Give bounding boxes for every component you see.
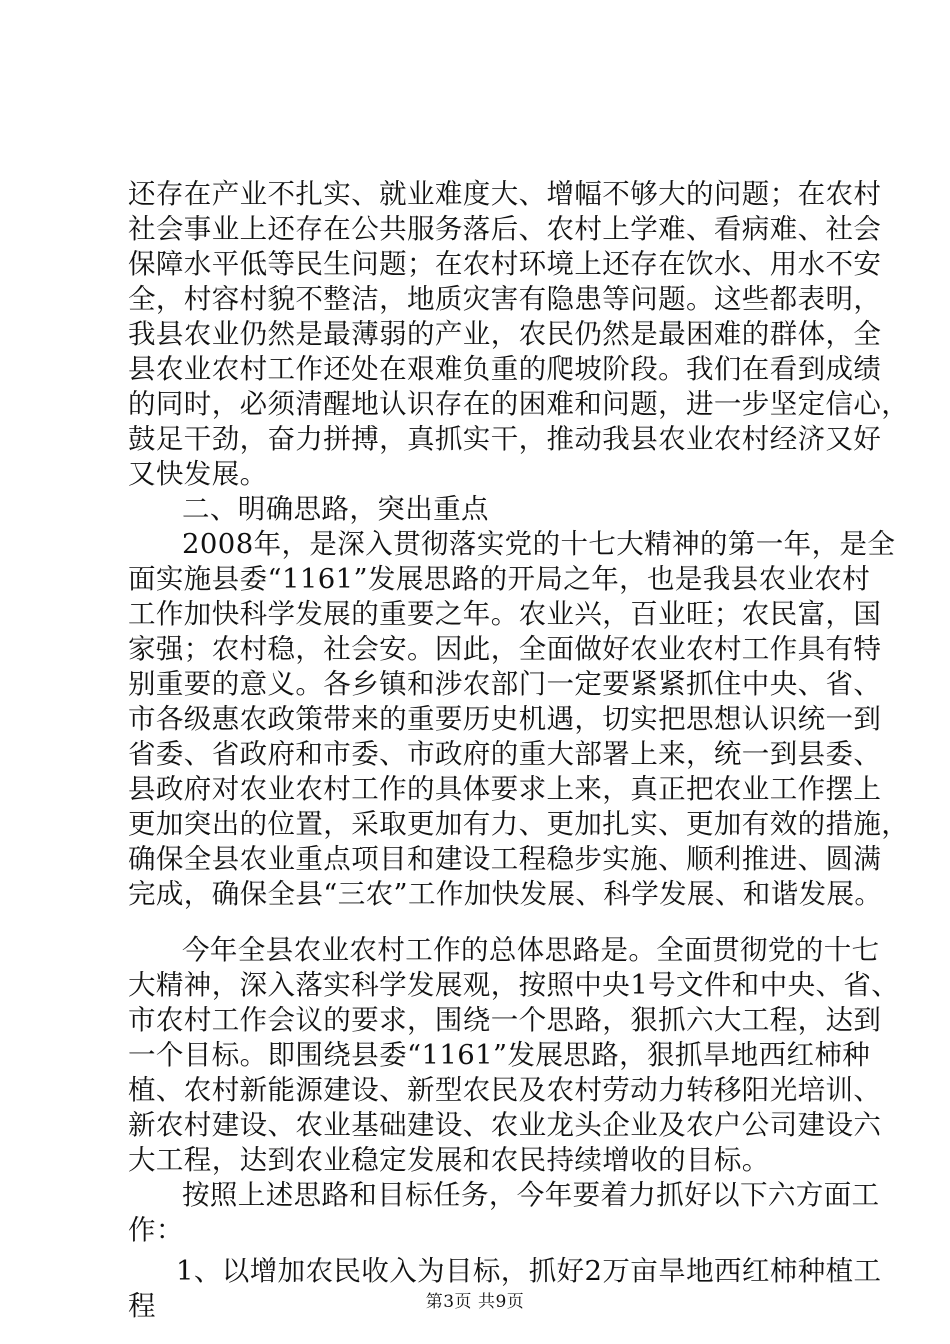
- body-text-line: 社会事业上还存在公共服务落后、农村上学难、看病难、社会: [128, 213, 882, 245]
- body-text-line: 保障水平低等民生问题；在农村环境上还存在饮水、用水不安: [128, 248, 882, 280]
- body-text-line: 2008年，是深入贯彻落实党的十七大精神的第一年，是全: [182, 528, 896, 560]
- body-text-line: 别重要的意义。各乡镇和涉农部门一定要紧紧抓住中央、省、: [128, 668, 882, 700]
- body-text-line: 还存在产业不扎实、就业难度大、增幅不够大的问题；在农村: [128, 178, 882, 210]
- body-text-line: 今年全县农业农村工作的总体思路是。全面贯彻党的十七: [182, 934, 880, 966]
- body-text-line: 大工程，达到农业稳定发展和农民持续增收的目标。: [128, 1144, 770, 1176]
- body-text-line: 作：: [128, 1214, 184, 1246]
- body-text-line: 完成，确保全县“三农”工作加快发展、科学发展、和谐发展。: [128, 878, 883, 910]
- body-text-line: 面实施县委“1161”发展思路的开局之年，也是我县农业农村: [128, 563, 871, 595]
- body-text-line: 大精神，深入落实科学发展观，按照中央1号文件和中央、省、: [128, 969, 900, 1001]
- body-text-line: 植、农村新能源建设、新型农民及农村劳动力转移阳光培训、: [128, 1074, 882, 1106]
- body-text-line: 全，村容村貌不整洁，地质灾害有隐患等问题。这些都表明，: [128, 283, 882, 315]
- body-text-line: 鼓足干劲，奋力拼搏，真抓实干，推动我县农业农村经济又好: [128, 423, 882, 455]
- section-heading: 二、明确思路，突出重点: [182, 493, 489, 525]
- body-text-line: 一个目标。即围绕县委“1161”发展思路，狠抓旱地西红柿种: [128, 1039, 871, 1071]
- page-number-footer: 第3页 共9页: [425, 1292, 525, 1312]
- body-text-line: 更加突出的位置，采取更加有力、更加扎实、更加有效的措施，: [128, 808, 910, 840]
- body-text-line: 工作加快科学发展的重要之年。农业兴，百业旺；农民富，国: [128, 598, 882, 630]
- body-text-line: 家强；农村稳，社会安。因此，全面做好农业农村工作具有特: [128, 633, 882, 665]
- body-text-line: 县政府对农业农村工作的具体要求上来，真正把农业工作摆上: [128, 773, 882, 805]
- body-text-line: 又快发展。: [128, 458, 268, 490]
- body-text-line: 按照上述思路和目标任务，今年要着力抓好以下六方面工: [182, 1179, 880, 1211]
- body-text-line: 确保全县农业重点项目和建设工程稳步实施、顺利推进、圆满: [128, 843, 882, 875]
- body-text-line: 市农村工作会议的要求，围绕一个思路，狠抓六大工程，达到: [128, 1004, 882, 1036]
- body-text-line: 省委、省政府和市委、市政府的重大部署上来，统一到县委、: [128, 738, 882, 770]
- body-text-line: 县农业农村工作还处在艰难负重的爬坡阶段。我们在看到成绩: [128, 353, 882, 385]
- body-text-line: 的同时，必须清醒地认识存在的困难和问题，进一步坚定信心，: [128, 388, 910, 420]
- body-text-line: 市各级惠农政策带来的重要历史机遇，切实把思想认识统一到: [128, 703, 882, 735]
- body-text-line: 我县农业仍然是最薄弱的产业，农民仍然是最困难的群体，全: [128, 318, 882, 350]
- body-text-line: 程: [128, 1290, 156, 1322]
- body-text-line: 新农村建设、农业基础建设、农业龙头企业及农户公司建设六: [128, 1109, 882, 1141]
- numbered-item-heading: 1、以增加农民收入为目标，抓好2万亩旱地西红柿种植工: [176, 1255, 882, 1287]
